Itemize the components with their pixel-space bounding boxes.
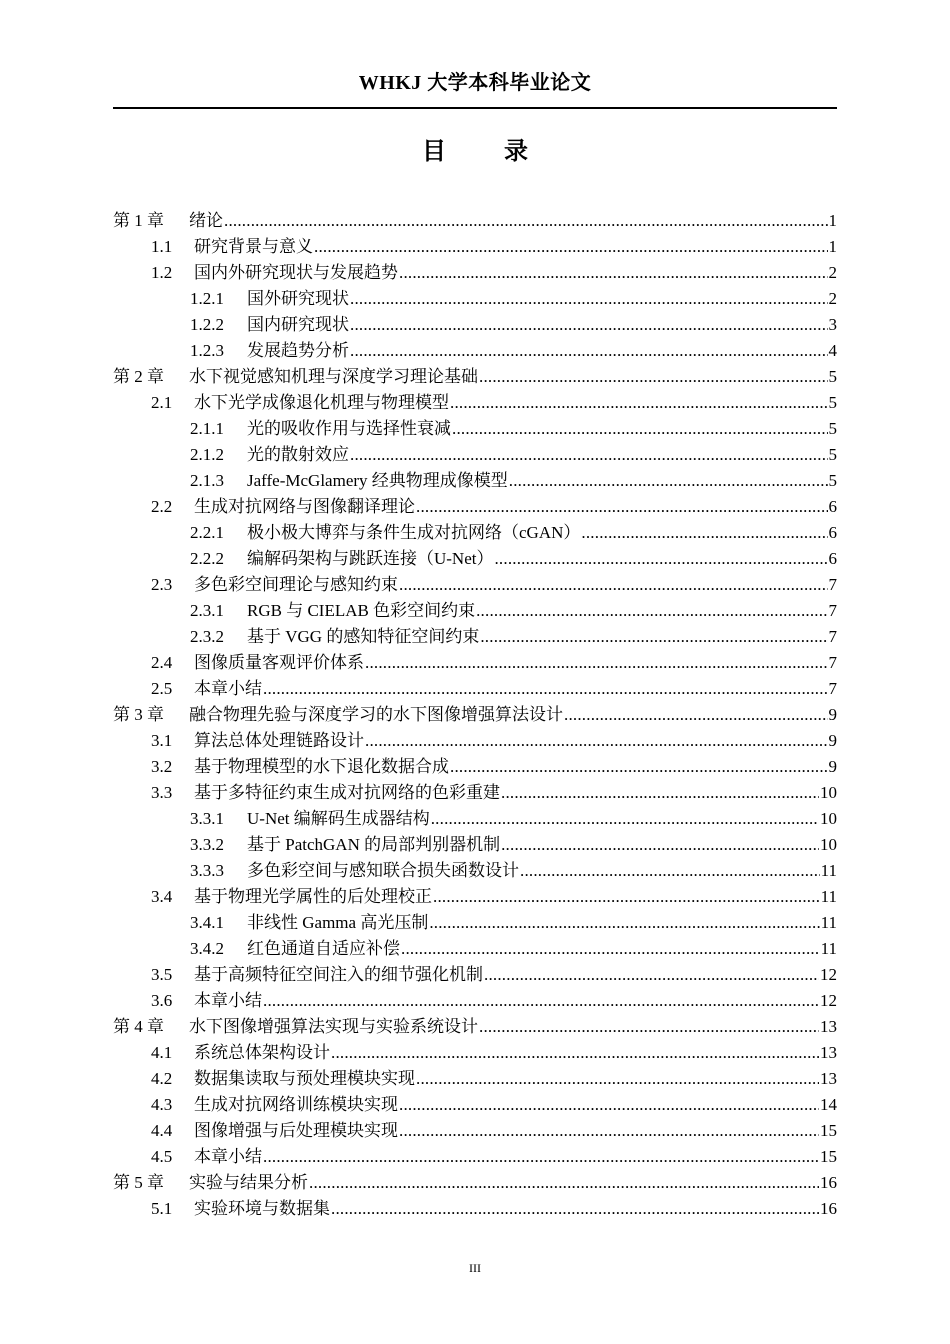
- toc-entry[interactable]: [113, 1118, 837, 1144]
- toc-entry-page: 6: [828, 549, 837, 568]
- toc-dot-leader: [399, 572, 828, 598]
- toc-entry-page: 5: [828, 367, 837, 386]
- toc-entry-number: 2.3.1: [190, 601, 224, 620]
- toc-entry-page: 13: [820, 1017, 837, 1036]
- toc-entry-page: 13: [820, 1069, 837, 1088]
- toc-entry-number: 1.1: [151, 237, 173, 256]
- toc-dot-leader: [224, 208, 828, 234]
- toc-dot-leader: [476, 598, 827, 624]
- toc-entry[interactable]: [113, 884, 837, 910]
- toc-entry-title: 生成对抗网络训练模块实现: [194, 1095, 398, 1114]
- toc-entry-title: 基于多特征约束生成对抗网络的色彩重建: [194, 783, 500, 802]
- toc-entry-title: 光的散射效应: [247, 445, 349, 464]
- toc-entry-title: 国外研究现状: [247, 289, 349, 308]
- toc-dot-leader: [431, 806, 819, 832]
- toc-entry-number: 4.5: [151, 1147, 173, 1166]
- toc-dot-leader: [501, 780, 819, 806]
- toc-entry[interactable]: [113, 572, 837, 598]
- toc-entry[interactable]: [113, 312, 837, 338]
- toc-entry[interactable]: [113, 338, 837, 364]
- toc-entry-title: 编解码架构与跳跃连接（U-Net）: [247, 549, 494, 568]
- toc-entry-page: 4: [828, 341, 837, 360]
- toc-entry-number: 3.3.1: [190, 809, 224, 828]
- toc-entry[interactable]: [113, 260, 837, 286]
- toc-entry-page: 16: [820, 1199, 837, 1218]
- toc-entry-page: 3: [828, 315, 837, 334]
- toc-entry[interactable]: [113, 1144, 837, 1170]
- toc-entry-page: 11: [820, 913, 837, 932]
- toc-entry[interactable]: [113, 910, 837, 936]
- toc-entry-title: 算法总体处理链路设计: [194, 731, 364, 750]
- toc-entry-number: 3.6: [151, 991, 173, 1010]
- toc-dot-leader: [520, 858, 820, 884]
- toc-entry-number: 3.2: [151, 757, 173, 776]
- toc-entry[interactable]: [113, 546, 837, 572]
- toc-entry-page: 9: [828, 731, 837, 750]
- toc-entry-title: U-Net 编解码生成器结构: [247, 809, 430, 828]
- toc-dot-leader: [416, 494, 828, 520]
- toc-entry-number: 3.1: [151, 731, 173, 750]
- toc-entry-title: 基于高频特征空间注入的细节强化机制: [194, 965, 483, 984]
- toc-dot-leader: [433, 884, 820, 910]
- toc-dot-leader: [263, 676, 828, 702]
- toc-entry-number: 4.2: [151, 1069, 173, 1088]
- toc-entry[interactable]: [113, 208, 837, 234]
- toc-entry-title: 本章小结: [194, 991, 262, 1010]
- header-rule: [113, 107, 837, 109]
- toc-entry-title: 发展趋势分析: [247, 341, 349, 360]
- toc-dot-leader: [564, 702, 828, 728]
- toc-dot-leader: [331, 1196, 819, 1222]
- toc-dot-leader: [581, 520, 827, 546]
- toc-entry-title: 基于 PatchGAN 的局部判别器机制: [247, 835, 501, 854]
- toc-entry[interactable]: [113, 832, 837, 858]
- toc-dot-leader: [263, 1144, 819, 1170]
- toc-entry-page: 13: [820, 1043, 837, 1062]
- toc-dot-leader: [401, 936, 820, 962]
- toc-entry[interactable]: [113, 754, 837, 780]
- toc-entry-number: 3.3.3: [190, 861, 224, 880]
- toc-entry-page: 7: [828, 601, 837, 620]
- toc-entry-page: 7: [828, 575, 837, 594]
- toc-entry-title: 研究背景与意义: [194, 237, 313, 256]
- toc-entry-number: 1.2.3: [190, 341, 224, 360]
- toc-entry-number: 2.5: [151, 679, 173, 698]
- toc-entry-number: 2.3.2: [190, 627, 224, 646]
- toc-dot-leader: [416, 1066, 819, 1092]
- toc-entry[interactable]: [113, 988, 837, 1014]
- toc-entry-page: 10: [820, 809, 837, 828]
- toc-entry[interactable]: [113, 416, 837, 442]
- toc-entry-page: 5: [828, 445, 837, 464]
- toc-dot-leader: [450, 754, 828, 780]
- toc-dot-leader: [509, 468, 828, 494]
- toc-entry-page: 10: [820, 835, 837, 854]
- toc-entry[interactable]: [113, 234, 837, 260]
- toc-entry[interactable]: [113, 442, 837, 468]
- toc-entry-page: 1: [828, 237, 837, 256]
- toc-entry-number: 1.2: [151, 263, 173, 282]
- toc-entry-number: 2.1.3: [190, 471, 224, 490]
- toc-entry[interactable]: [113, 1092, 837, 1118]
- toc-entry-page: 11: [820, 861, 837, 880]
- running-header: WHKJ 大学本科毕业论文: [358, 72, 592, 94]
- toc-entry[interactable]: [113, 494, 837, 520]
- toc-entry-page: 14: [820, 1095, 837, 1114]
- toc-entry[interactable]: [113, 858, 837, 884]
- toc-entry-title: 水下图像增强算法实现与实验系统设计: [189, 1017, 478, 1036]
- toc-dot-leader: [365, 728, 828, 754]
- toc-entry-number: 4.4: [151, 1121, 173, 1140]
- toc-entry[interactable]: [113, 702, 837, 728]
- toc-entry[interactable]: [113, 780, 837, 806]
- toc-dot-leader: [350, 286, 828, 312]
- toc-entry-number: 第 2 章: [113, 367, 164, 386]
- toc-entry[interactable]: [113, 676, 837, 702]
- toc-dot-leader: [429, 910, 819, 936]
- toc-entry[interactable]: [113, 468, 837, 494]
- toc-dot-leader: [263, 988, 819, 1014]
- toc-entry-number: 2.2.1: [190, 523, 224, 542]
- toc-entry-title: 图像增强与后处理模块实现: [194, 1121, 398, 1140]
- toc-entry[interactable]: [113, 1170, 837, 1196]
- toc-entry-page: 7: [828, 679, 837, 698]
- toc-entry[interactable]: [113, 650, 837, 676]
- toc-entry-title: 水下视觉感知机理与深度学习理论基础: [189, 367, 478, 386]
- toc-entry-title: 图像质量客观评价体系: [194, 653, 364, 672]
- toc-dot-leader: [450, 390, 828, 416]
- toc-dot-leader: [501, 832, 819, 858]
- toc-dot-leader: [331, 1040, 819, 1066]
- toc-dot-leader: [494, 546, 827, 572]
- toc-dot-leader: [350, 442, 828, 468]
- toc-dot-leader: [484, 962, 819, 988]
- toc-entry-number: 3.3: [151, 783, 173, 802]
- toc-entry-number: 2.1.1: [190, 419, 224, 438]
- toc-entry-title: 实验环境与数据集: [194, 1199, 330, 1218]
- toc-dot-leader: [480, 624, 827, 650]
- toc-entry-title: 绪论: [189, 211, 223, 230]
- toc-entry-number: 4.1: [151, 1043, 173, 1062]
- toc-entry-page: 7: [828, 653, 837, 672]
- toc-entry-page: 5: [828, 471, 837, 490]
- toc-entry-page: 15: [820, 1121, 837, 1140]
- table-of-contents: [113, 208, 837, 1222]
- toc-entry-title: 基于 VGG 的感知特征空间约束: [247, 627, 480, 646]
- toc-dot-leader: [309, 1170, 819, 1196]
- toc-entry[interactable]: [113, 728, 837, 754]
- toc-entry-number: 2.2.2: [190, 549, 224, 568]
- toc-entry-page: 5: [828, 393, 837, 412]
- toc-entry-title: 非线性 Gamma 高光压制: [247, 913, 429, 932]
- toc-entry-title: 水下光学成像退化机理与物理模型: [194, 393, 449, 412]
- toc-entry-number: 2.3: [151, 575, 173, 594]
- toc-entry[interactable]: [113, 598, 837, 624]
- toc-entry-page: 12: [820, 965, 837, 984]
- toc-entry-title: 本章小结: [194, 679, 262, 698]
- toc-entry-number: 1.2.2: [190, 315, 224, 334]
- toc-entry-title: 数据集读取与预处理模块实现: [194, 1069, 415, 1088]
- toc-entry-number: 第 4 章: [113, 1017, 164, 1036]
- toc-dot-leader: [399, 1092, 819, 1118]
- toc-dot-leader: [479, 1014, 819, 1040]
- toc-entry-number: 3.4.1: [190, 913, 224, 932]
- toc-entry-number: 3.5: [151, 965, 173, 984]
- toc-entry-title: 多色彩空间理论与感知约束: [194, 575, 398, 594]
- toc-entry-page: 9: [828, 757, 837, 776]
- toc-entry-page: 16: [820, 1173, 837, 1192]
- toc-entry-number: 5.1: [151, 1199, 173, 1218]
- toc-entry-page: 15: [820, 1147, 837, 1166]
- toc-dot-leader: [365, 650, 828, 676]
- toc-entry-page: 7: [828, 627, 837, 646]
- toc-entry-title: 本章小结: [194, 1147, 262, 1166]
- toc-entry-title: 基于物理模型的水下退化数据合成: [194, 757, 449, 776]
- toc-entry-number: 第 5 章: [113, 1173, 164, 1192]
- toc-entry[interactable]: [113, 1196, 837, 1222]
- toc-entry-number: 1.2.1: [190, 289, 224, 308]
- toc-entry-title: 红色通道自适应补偿: [247, 939, 400, 958]
- toc-entry[interactable]: [113, 520, 837, 546]
- toc-entry-page: 11: [820, 939, 837, 958]
- toc-entry[interactable]: [113, 364, 837, 390]
- toc-entry[interactable]: [113, 1014, 837, 1040]
- toc-entry[interactable]: [113, 1066, 837, 1092]
- toc-entry-number: 2.2: [151, 497, 173, 516]
- toc-entry-number: 2.1.2: [190, 445, 224, 464]
- toc-entry-title: 国内外研究现状与发展趋势: [194, 263, 398, 282]
- toc-dot-leader: [399, 1118, 819, 1144]
- toc-dot-leader: [452, 416, 828, 442]
- toc-entry[interactable]: [113, 286, 837, 312]
- toc-dot-leader: [350, 312, 828, 338]
- toc-entry-number: 2.4: [151, 653, 173, 672]
- toc-dot-leader: [314, 234, 828, 260]
- toc-entry-page: 9: [828, 705, 837, 724]
- toc-entry-number: 第 1 章: [113, 211, 164, 230]
- toc-dot-leader: [479, 364, 828, 390]
- toc-entry-number: 3.4.2: [190, 939, 224, 958]
- toc-entry-number: 第 3 章: [113, 705, 164, 724]
- toc-entry-number: 3.3.2: [190, 835, 224, 854]
- toc-entry-page: 10: [820, 783, 837, 802]
- toc-title: 目 录: [422, 139, 554, 165]
- toc-entry-page: 5: [828, 419, 837, 438]
- toc-entry-title: 极小极大博弈与条件生成对抗网络（cGAN）: [247, 523, 581, 542]
- toc-entry-page: 2: [828, 263, 837, 282]
- toc-entry-title: 系统总体架构设计: [194, 1043, 330, 1062]
- toc-entry-title: 多色彩空间与感知联合损失函数设计: [247, 861, 519, 880]
- toc-entry[interactable]: [113, 806, 837, 832]
- toc-dot-leader: [399, 260, 828, 286]
- toc-entry-page: 12: [820, 991, 837, 1010]
- toc-entry-page: 6: [828, 497, 837, 516]
- toc-entry-title: 生成对抗网络与图像翻译理论: [194, 497, 415, 516]
- toc-entry-title: 光的吸收作用与选择性衰减: [247, 419, 451, 438]
- toc-entry[interactable]: [113, 962, 837, 988]
- page-number: III: [469, 1261, 481, 1275]
- toc-entry-title: 国内研究现状: [247, 315, 349, 334]
- toc-entry-number: 2.1: [151, 393, 173, 412]
- toc-entry-title: 基于物理光学属性的后处理校正: [194, 887, 432, 906]
- toc-entry[interactable]: [113, 390, 837, 416]
- toc-dot-leader: [350, 338, 828, 364]
- toc-entry-number: 4.3: [151, 1095, 173, 1114]
- toc-entry-number: 3.4: [151, 887, 173, 906]
- toc-entry[interactable]: [113, 1040, 837, 1066]
- toc-entry-page: 6: [828, 523, 837, 542]
- toc-entry[interactable]: [113, 936, 837, 962]
- toc-entry-page: 11: [820, 887, 837, 906]
- toc-entry-page: 1: [828, 211, 837, 230]
- toc-entry-title: Jaffe-McGlamery 经典物理成像模型: [247, 471, 508, 490]
- toc-entry-page: 2: [828, 289, 837, 308]
- toc-entry-title: RGB 与 CIELAB 色彩空间约束: [247, 601, 476, 620]
- toc-entry-title: 实验与结果分析: [189, 1173, 308, 1192]
- toc-entry[interactable]: [113, 624, 837, 650]
- toc-entry-title: 融合物理先验与深度学习的水下图像增强算法设计: [189, 705, 563, 724]
